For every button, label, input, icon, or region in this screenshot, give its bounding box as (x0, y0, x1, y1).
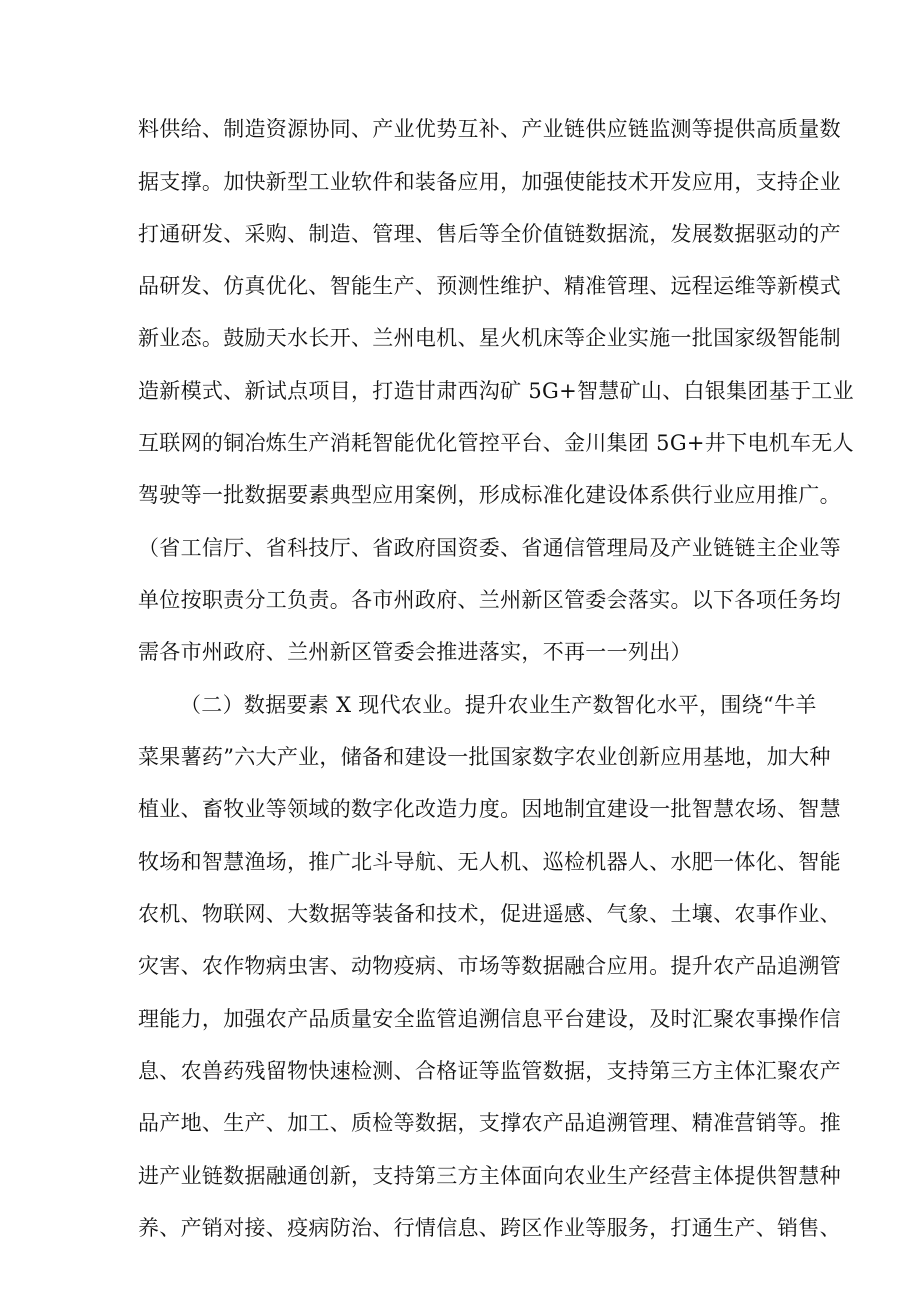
paragraph-1-line: （省工信厅、省科技厅、省政府国资委、省通信管理局及产业链链主企业等 (138, 536, 841, 560)
paragraph-2-line: 理能力，加强农产品质量安全监管追溯信息平台建设，及时汇聚农事操作信 (138, 1007, 841, 1031)
paragraph-2-line: 品产地、生产、加工、质检等数据，支撑农产品追溯管理、精准营销等。推 (138, 1111, 841, 1135)
paragraph-1-line: 互联网的铜冶炼生产消耗智能优化管控平台、金川集团 5G+井下电机车无人 (138, 431, 854, 455)
paragraph-1-line: 打通研发、采购、制造、管理、售后等全价值链数据流，发展数据驱动的产 (138, 222, 841, 246)
paragraph-1-line: 需各市州政府、兰州新区管委会推进落实，不再一一列出） (138, 640, 692, 664)
paragraph-2-line: 养、产销对接、疫病防治、行情信息、跨区作业等服务，打通生产、销售、 (138, 1216, 841, 1240)
paragraph-2-line: 进产业链数据融通创新，支持第三方主体面向农业生产经营主体提供智慧种 (138, 1164, 841, 1188)
paragraph-1-line: 造新模式、新试点项目，打造甘肃西沟矿 5G+智慧矿山、白银集团基于工业 (138, 379, 854, 403)
paragraph-2-line: 牧场和智慧渔场，推广北斗导航、无人机、巡检机器人、水肥一体化、智能 (138, 850, 841, 874)
paragraph-1-line: 驾驶等一批数据要素典型应用案例，形成标准化建设体系供行业应用推广。 (138, 483, 841, 507)
paragraph-2-line: 农机、物联网、大数据等装备和技术，促进遥感、气象、土壤、农事作业、 (138, 902, 841, 926)
paragraph-2-line: 息、农兽药残留物快速检测、合格证等监管数据，支持第三方主体汇聚农产 (138, 1059, 841, 1083)
paragraph-2-line: 灾害、农作物病虫害、动物疫病、市场等数据融合应用。提升农产品追溯管 (138, 954, 841, 978)
paragraph-1-line: 品研发、仿真优化、智能生产、预测性维护、精准管理、远程运维等新模式 (138, 274, 841, 298)
paragraph-1-line: 料供给、制造资源协同、产业优势互补、产业链供应链监测等提供高质量数 (138, 117, 841, 141)
paragraph-1-line: 单位按职责分工负责。各市州政府、兰州新区管委会落实。以下各项任务均 (138, 588, 841, 612)
paragraph-2-line: 菜果薯药”六大产业，储备和建设一批国家数字农业创新应用基地，加大种 (138, 745, 831, 769)
paragraph-1-line: 新业态。鼓励天水长开、兰州电机、星火机床等企业实施一批国家级智能制 (138, 326, 841, 350)
paragraph-1-line: 据支撑。加快新型工业软件和装备应用，加强使能技术开发应用，支持企业 (138, 170, 841, 194)
paragraph-2-line: （二）数据要素 X 现代农业。提升农业生产数智化水平，围绕“牛羊 (180, 693, 817, 717)
paragraph-2-line: 植业、畜牧业等领域的数字化改造力度。因地制宜建设一批智慧农场、智慧 (138, 797, 841, 821)
